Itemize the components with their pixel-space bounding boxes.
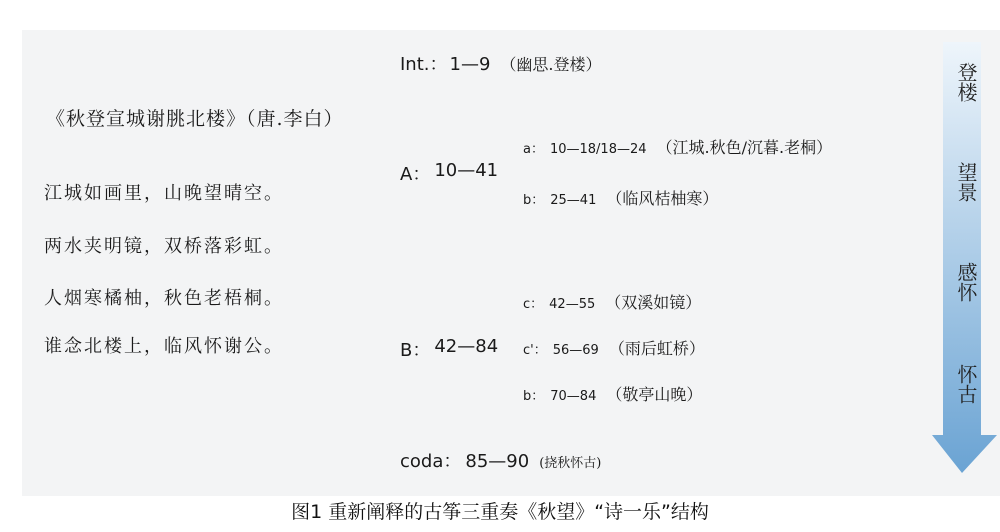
poem-line-2: 两水夹明镜，双桥落彩虹。: [44, 236, 284, 257]
sub-b2-range: 70—84: [550, 389, 597, 404]
diagram-panel: [22, 30, 1000, 496]
intro-row: [400, 50, 602, 76]
sub-b-label: b：: [523, 193, 545, 208]
arrow-stage-1: [941, 62, 991, 102]
section-a-sub-b: [523, 186, 718, 209]
section-a-sub-a: [523, 135, 832, 158]
sub-b2-note: （敬亭山晚）: [606, 385, 703, 404]
poem-line-3: 人烟寒橘柚，秋色老梧桐。: [44, 288, 284, 309]
sub-c-prime-label: c'：: [523, 343, 547, 358]
arrow-stage-4: [941, 364, 991, 404]
section-b-name: B：: [400, 340, 431, 361]
sub-b-note: （临风桔柚寒）: [606, 189, 719, 208]
arrow-stage-4-label: 怀古: [954, 364, 978, 404]
arrow-stage-3-label: 感怀: [954, 262, 978, 302]
section-b-sub-c: [523, 290, 701, 313]
poem-line-1: 江城如画里，山晚望晴空。: [44, 183, 284, 204]
poem-title: 《秋登宣城谢朓北楼》（唐.李白）: [46, 108, 344, 130]
coda-range: 85—90: [465, 451, 530, 472]
section-b-sub-b: [523, 382, 702, 405]
sub-c-note: （双溪如镜）: [605, 293, 702, 312]
sub-a-note: （江城.秋色/沉暮.老桐）: [656, 138, 833, 157]
intro-range: 1—9: [449, 54, 491, 75]
sub-b2-label: b：: [523, 389, 545, 404]
sub-c-prime-range: 56—69: [552, 343, 599, 358]
section-b-range: 42—84: [434, 336, 499, 357]
sub-c-prime-note: （雨后虹桥）: [608, 339, 705, 358]
coda-row: [400, 447, 601, 473]
progress-arrow-icon: [930, 40, 1000, 475]
sub-a-label: a：: [523, 142, 544, 157]
intro-label: Int.：: [400, 54, 448, 75]
figure-caption: 图1 重新阐释的古筝三重奏《秋望》“诗一乐”结构: [291, 501, 709, 523]
section-a-name: A：: [400, 164, 431, 185]
sub-c-label: c：: [523, 297, 544, 312]
section-b-label: [400, 336, 498, 362]
arrow-stage-1-label: 登楼: [954, 62, 978, 102]
sub-a-range: 10—18/18—24: [549, 142, 647, 157]
coda-note: (挠秋怀古): [539, 456, 602, 471]
section-b-sub-c-prime: [523, 336, 705, 359]
sub-b-range: 25—41: [550, 193, 597, 208]
coda-label: coda：: [400, 451, 462, 472]
poem-line-4: 谁念北楼上，临风怀谢公。: [44, 336, 284, 357]
intro-note: （幽思.登楼）: [500, 55, 602, 74]
arrow-shape: [932, 42, 997, 473]
arrow-stage-2-label: 望景: [954, 162, 978, 202]
arrow-stage-3: [941, 262, 991, 302]
section-a-label: [400, 160, 498, 186]
sub-c-range: 42—55: [549, 297, 596, 312]
arrow-stage-2: [941, 162, 991, 202]
section-a-range: 10—41: [434, 160, 499, 181]
